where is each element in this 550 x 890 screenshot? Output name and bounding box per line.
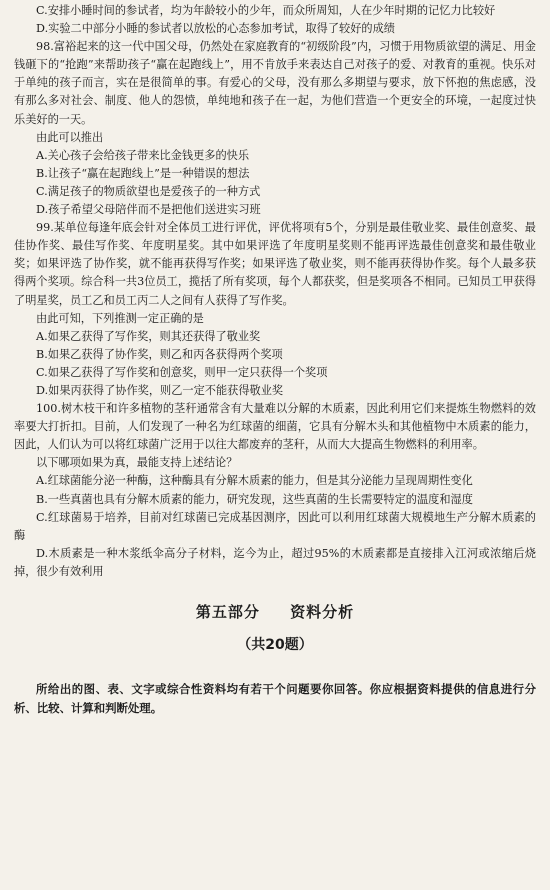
prev-option-c: C.安排小睡时间的参试者，均为年龄较小的少年，而众所周知，人在少年时期的记忆力比较好: [36, 4, 496, 17]
question-98-option-d: D.孩子希望父母陪伴而不是把他们送进实习班: [36, 203, 261, 217]
question-100-stem: 100.树木枝干和许多植物的茎秆通常含有大量难以分解的木质素，因此利用它们来提炼生物燃料的效率要大打折扣。目前，人们发现了一种名为红球菌的细菌，它具有分解木头和其他植物中木质素的能力，因此，人们认为可以将红球菌广泛用于以往大都废弃的茎秆，从而大大提高生物燃料的利用率。: [14, 402, 536, 452]
question-99-option-c: C.如果乙获得了写作奖和创意奖，则甲一定只获得一个奖项: [36, 365, 328, 379]
question-99-option-a: A.如果乙获得了写作奖，则其还获得了敬业奖: [36, 329, 261, 343]
question-100-prompt: 以下哪项如果为真，最能支持上述结论？: [36, 456, 238, 470]
question-98-option-c: C.满足孩子的物质欲望也是爱孩子的一种方式: [36, 184, 261, 198]
question-100-option-a: A.红球菌能分泌一种酶，这种酶具有分解木质素的能力，但是其分泌能力呈现周期性变化: [36, 474, 473, 488]
question-98-prompt: 由此可以推出: [36, 130, 104, 144]
question-99-prompt: 由此可知，下列推测一定正确的是: [36, 311, 204, 325]
section-name: 资料分析: [290, 603, 355, 621]
question-100-option-b: B.一些真菌也具有分解木质素的能力，研究发现，这些真菌的生长需要特定的温度和湿度: [36, 492, 473, 506]
question-98: [14, 38, 536, 219]
section-part: 第五部分: [195, 603, 260, 621]
question-99-option-b: B.如果乙获得了协作奖，则乙和丙各获得两个奖项: [36, 347, 283, 361]
question-99-option-d: D.如果丙获得了协作奖，则乙一定不能获得敬业奖: [36, 383, 284, 397]
question-98-option-b: B.让孩子“赢在起跑线上”是一种错误的想法: [36, 166, 250, 180]
question-100-option-c: C.红球菌易于培养，目前对红球菌已完成基因测序，因此可以利用红球菌大规模地生产分解木质素的酶: [14, 510, 536, 542]
prev-option-d: D.实验二中部分小睡的参试者以放松的心态参加考试，取得了较好的成绩: [36, 22, 395, 36]
question-98-stem: 98.富裕起来的这一代中国父母，仍然处在家庭教育的“初级阶段”内，习惯于用物质欲望的满足、用金钱砸下的“抢跑”来帮助孩子“赢在起跑线上”，用不肯放手来表达自己对孩子的爱、对教育的重视。快乐对于单纯的孩子而言，实在是很简单的事。有爱心的父母，没有那么多期望与要求，放下怀抱的焦虑感，没有那么多对社会、制度、他人的怨愤，单纯地和孩子在一起，为他们营造一个更安全的环境，一起度过快乐美好的一天。: [14, 40, 536, 126]
question-99-stem: 99.某单位每逢年底会针对全体员工进行评优，评优将项有5个，分别是最佳敬业奖、最佳创意奖、最佳协作奖、最佳写作奖、年度明星奖。其中如果评选了年度明星奖则不能再评选最佳创意奖和最佳敬业奖；如果评选了协作奖，就不能再获得写作奖；如果评选了敬业奖，则不能再获得协作奖。每个人最多获得两个奖项。综合科一共3位员工，揽括了所有奖项，每个人都获奖，但是奖项各不相同。已知员工甲获得了明星奖，员工乙和员工丙二人之间有人获得了写作奖。: [14, 221, 536, 307]
question-99: [14, 219, 536, 400]
question-100: [14, 400, 536, 581]
section-heading: [14, 601, 536, 622]
question-98-option-a: A.关心孩子会给孩子带来比金钱更多的快乐: [36, 148, 250, 162]
section-instruction: 所给出的图、表、文字或综合性资料均有若干个问题要你回答。你应根据资料提供的信息进行分析、比较、计算和判断处理。: [14, 682, 536, 715]
question-100-option-d: D.木质素是一种木浆纸伞高分子材料，迄今为止，超过95%的木质素都是直接排入江河或浓缩后烧掉，很少有效利用: [14, 546, 536, 578]
section-question-count: （共20题）: [237, 637, 313, 653]
